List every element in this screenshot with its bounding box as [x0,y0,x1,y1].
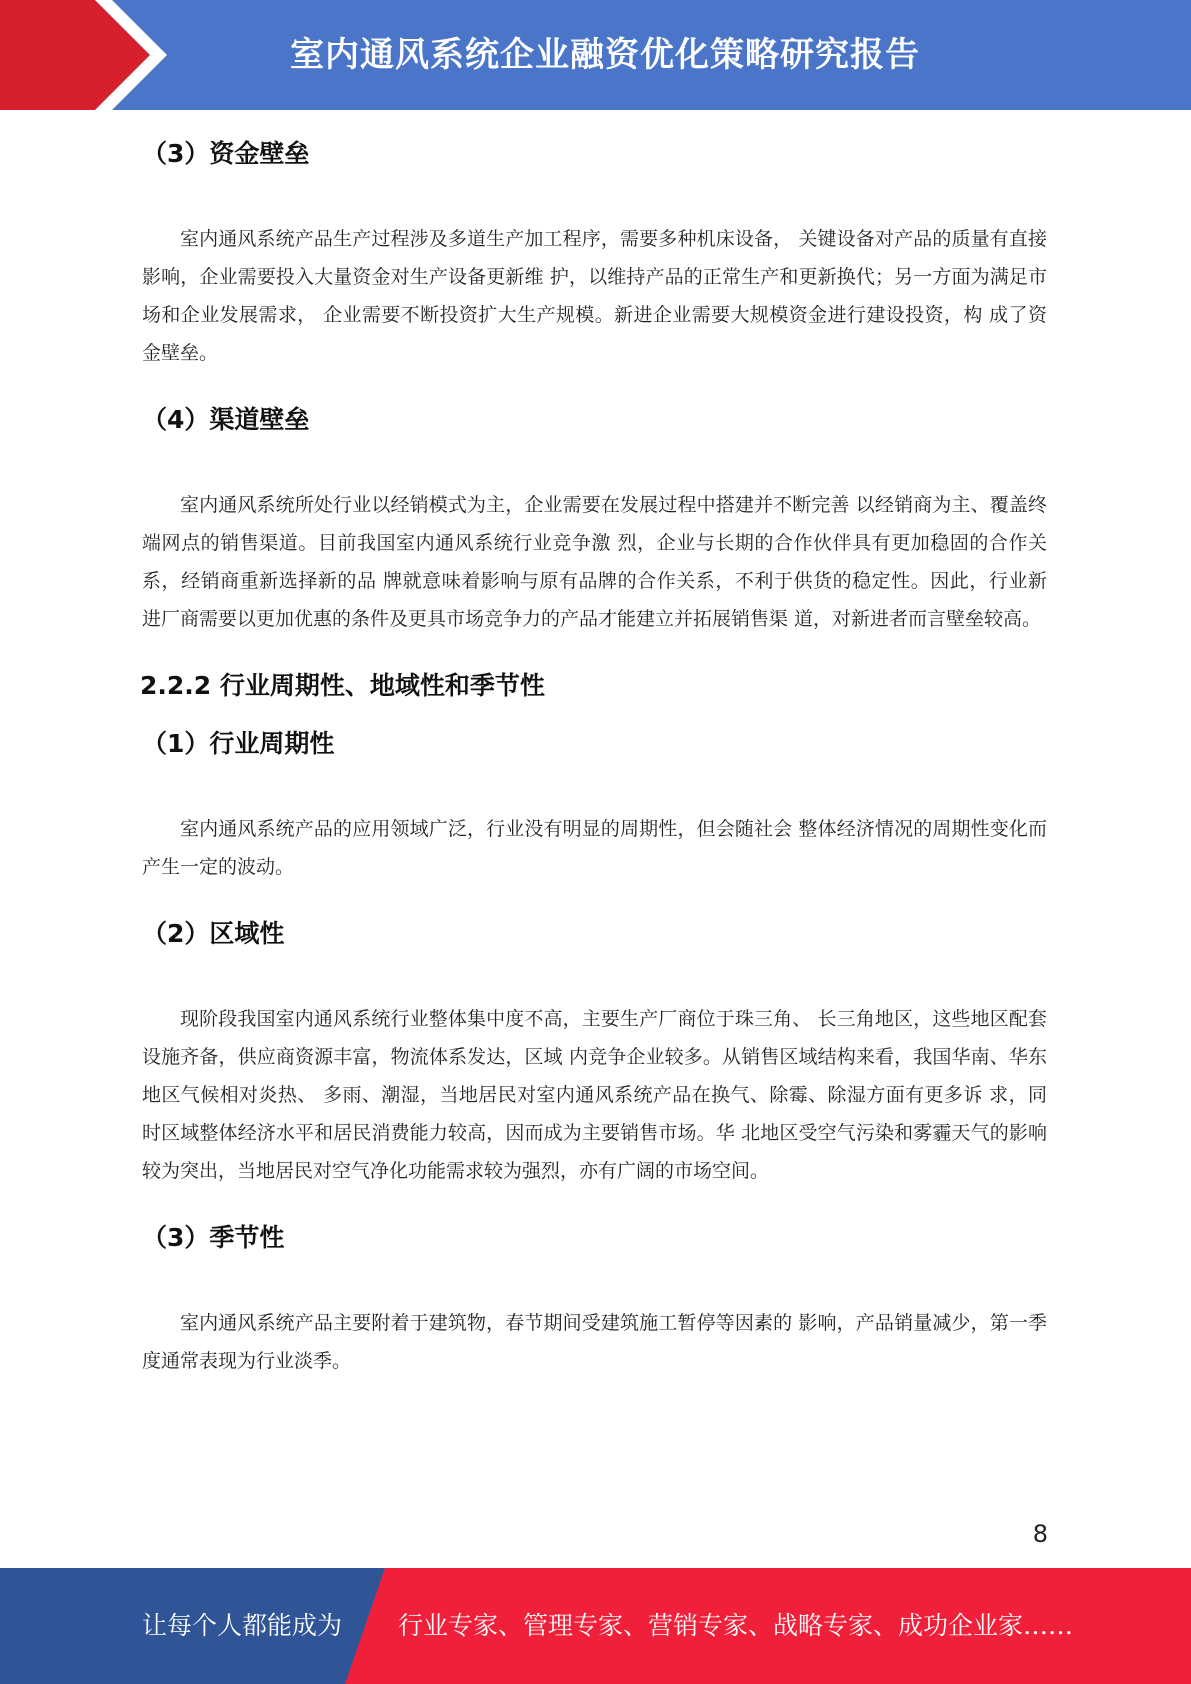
heading-regionality: （2）区域性 [142,919,285,948]
heading-section-2-2-2: 2.2.2 行业周期性、地域性和季节性 [140,671,545,700]
paragraph-regionality: 现阶段我国室内通风系统行业整体集中度不高，主要生产厂商位于珠三角、 长三角地区，这些地区配套设施齐备，供应商资源丰富，物流体系发达，区域 内竞争企业较多。从销售区域结构来看，我国华南、华东地区气候相对炎热、 多雨、潮湿，当地居民对室内通风系统产品在换气、除霉、除湿方面有更多诉 求，同时区域整体经济水平和居民消费能力较高，因而成为主要销售市场。华 北地区受空气污染和雾霾天气的影响较为突出，当地居民对空气净化功能需求较为强烈，亦有广阔的市场空间。 [142,1008,1047,1182]
paragraph-cyclicality: 室内通风系统产品的应用领域广泛，行业没有明显的周期性，但会随社会 整体经济情况的周期性变化而产生一定的波动。 [142,818,1047,878]
heading-cyclicality: （1）行业周期性 [142,729,335,758]
page-header [0,0,1191,110]
header-red-arrow [0,0,160,110]
heading-channel-barrier: （4）渠道壁垒 [142,405,310,434]
paragraph-capital-barrier: 室内通风系统产品生产过程涉及多道生产加工程序，需要多种机床设备， 关键设备对产品的质量有直接影响，企业需要投入大量资金对生产设备更新维 护，以维持产品的正常生产和更新换代；另一方面为满足市场和企业发展需求， 企业需要不断投资扩大生产规模。新进企业需要大规模资金进行建设投资，构 成了资金壁垒。 [142,228,1047,364]
document-body [142,118,1047,1406]
footer-slogan-right: 行业专家、管理专家、营销专家、战略专家、成功企业家…… [398,1611,1074,1640]
paragraph-channel-barrier: 室内通风系统所处行业以经销模式为主，企业需要在发展过程中搭建并不断完善 以经销商为主、覆盖终端网点的销售渠道。目前我国室内通风系统行业竞争激 烈，企业与长期的合作伙伴具有更加稳固的合作关系，经销商重新选择新的品 牌就意味着影响与原有品牌的合作关系，不利于供货的稳定性。因此，行业新 进厂商需要以更加优惠的条件及更具市场竞争力的产品才能建立并拓展销售渠 道，对新进者而言壁垒较高。 [142,494,1047,630]
page-footer [0,1568,1191,1684]
footer-slogan-left: 让每个人都能成为 [142,1611,343,1640]
heading-capital-barrier: （3）资金壁垒 [142,139,310,168]
heading-seasonality: （3）季节性 [142,1223,285,1252]
report-title: 室内通风系统企业融资优化策略研究报告 [290,35,920,75]
paragraph-seasonality: 室内通风系统产品主要附着于建筑物，春节期间受建筑施工暂停等因素的 影响，产品销量减少，第一季度通常表现为行业淡季。 [142,1312,1047,1372]
page-number: 8 [1032,1520,1048,1548]
